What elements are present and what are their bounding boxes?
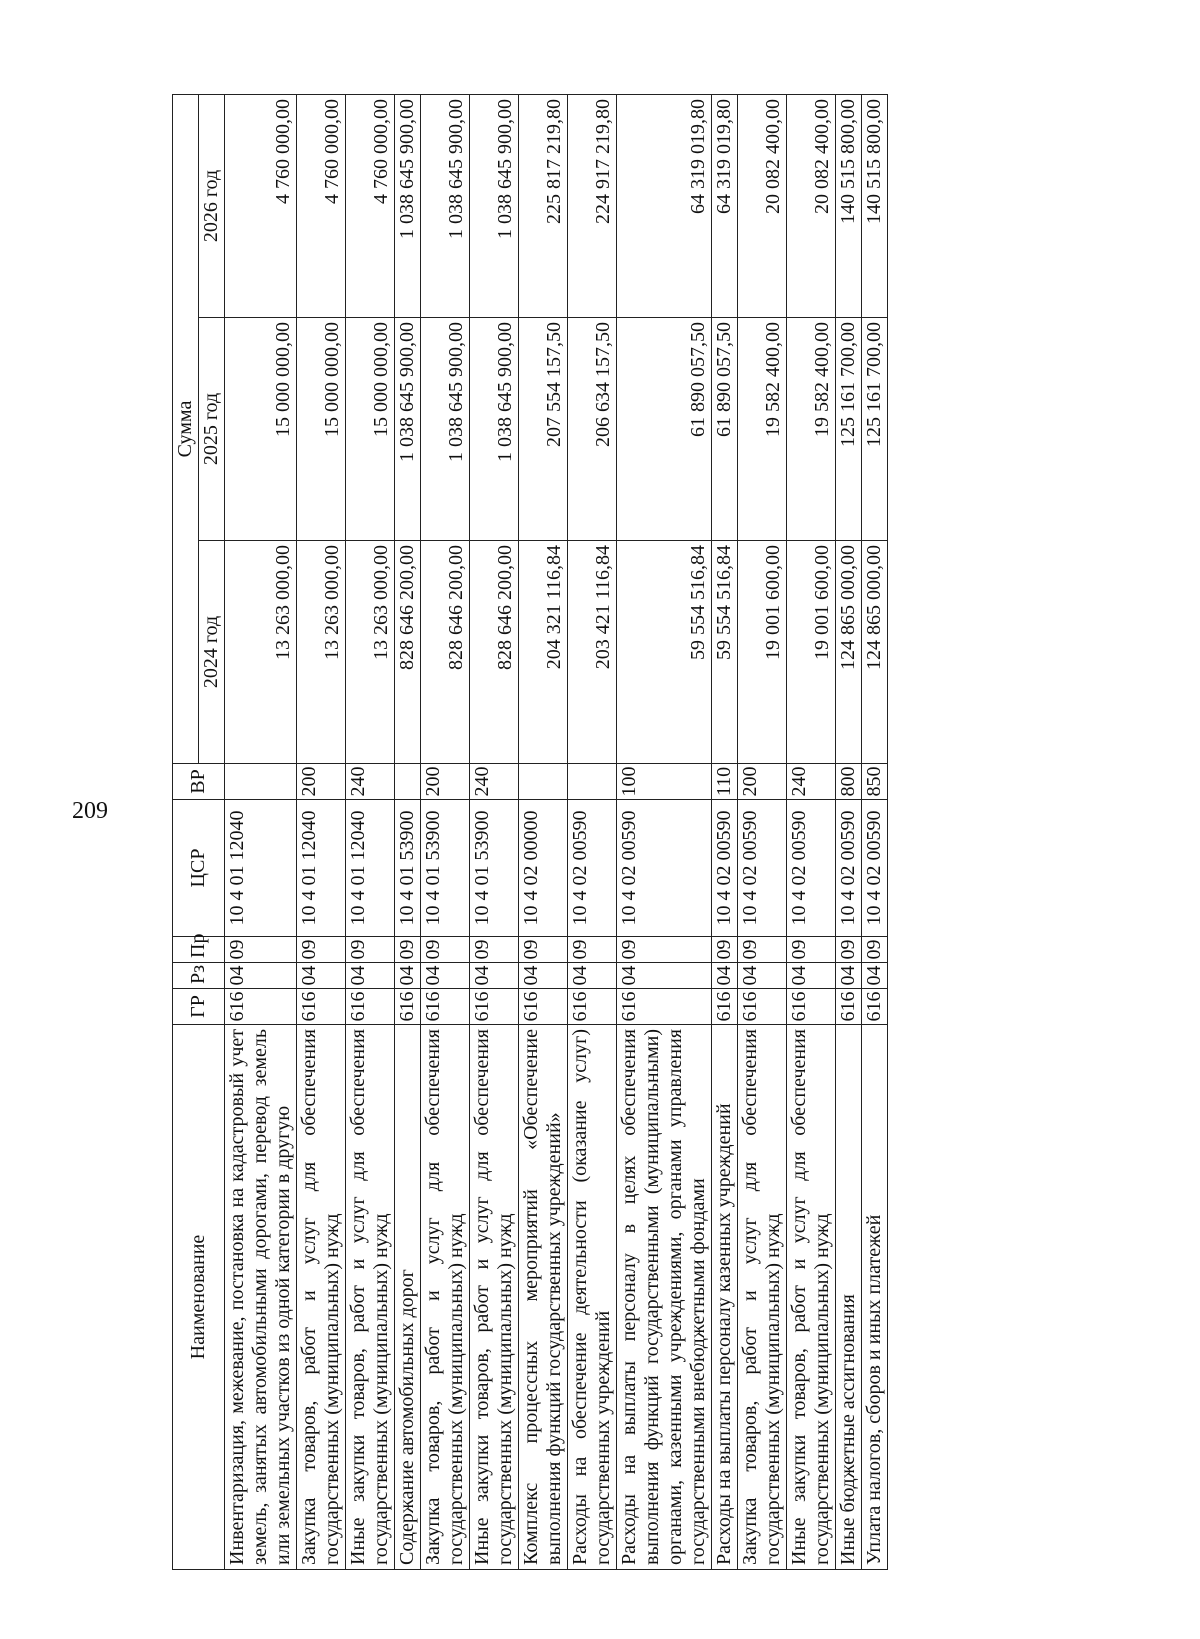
header-rz: Рз xyxy=(173,963,225,989)
budget-table xyxy=(172,94,888,1570)
cell-gr: 616 xyxy=(395,989,421,1025)
rotated-table-wrapper xyxy=(172,94,984,1570)
cell-sum-2025: 61 890 057,50 xyxy=(712,318,738,541)
header-year-2025: 2025 год xyxy=(199,318,225,541)
cell-vr: 200 xyxy=(738,764,787,800)
cell-pr: 09 xyxy=(738,937,787,963)
cell-gr: 616 xyxy=(787,989,836,1025)
cell-vr: 240 xyxy=(346,764,395,800)
cell-sum-2026: 20 082 400,00 xyxy=(787,94,836,317)
header-year-2026: 2026 год xyxy=(199,94,225,317)
cell-rz: 04 xyxy=(836,963,862,989)
cell-csr: 10 4 02 00590 xyxy=(568,800,617,937)
cell-sum-2025: 1 038 645 900,00 xyxy=(421,318,470,541)
cell-pr: 09 xyxy=(519,937,568,963)
cell-sum-2025: 125 161 700,00 xyxy=(862,318,888,541)
cell-rz: 04 xyxy=(568,963,617,989)
cell-pr: 09 xyxy=(862,937,888,963)
cell-name: Закупка товаров, работ и услуг для обеспечения государственных (муниципальных) нужд xyxy=(421,1025,470,1570)
cell-sum-2024: 13 263 000,00 xyxy=(297,541,346,764)
cell-vr xyxy=(225,764,297,800)
header-gr: ГР xyxy=(173,989,225,1025)
table-row xyxy=(836,94,862,1569)
cell-csr: 10 4 01 53900 xyxy=(395,800,421,937)
table-row xyxy=(519,94,568,1569)
cell-sum-2025: 19 582 400,00 xyxy=(738,318,787,541)
cell-sum-2026: 1 038 645 900,00 xyxy=(470,94,519,317)
cell-vr xyxy=(519,764,568,800)
cell-sum-2024: 124 865 000,00 xyxy=(836,541,862,764)
cell-name: Иные закупки товаров, работ и услуг для обеспечения государственных (муниципальных) нужд xyxy=(787,1025,836,1570)
table-row xyxy=(225,94,297,1569)
cell-pr: 09 xyxy=(297,937,346,963)
cell-gr: 616 xyxy=(421,989,470,1025)
cell-vr: 800 xyxy=(836,764,862,800)
cell-gr: 616 xyxy=(346,989,395,1025)
cell-csr: 10 4 01 53900 xyxy=(421,800,470,937)
table-row xyxy=(712,94,738,1569)
cell-sum-2024: 124 865 000,00 xyxy=(862,541,888,764)
table-header xyxy=(173,94,225,1569)
cell-csr: 10 4 02 00590 xyxy=(712,800,738,937)
cell-pr: 09 xyxy=(617,937,712,963)
cell-gr: 616 xyxy=(712,989,738,1025)
cell-name: Закупка товаров, работ и услуг для обеспечения государственных (муниципальных) нужд xyxy=(738,1025,787,1570)
cell-rz: 04 xyxy=(787,963,836,989)
cell-rz: 04 xyxy=(738,963,787,989)
cell-sum-2025: 125 161 700,00 xyxy=(836,318,862,541)
cell-sum-2026: 64 319 019,80 xyxy=(617,94,712,317)
cell-sum-2025: 15 000 000,00 xyxy=(225,318,297,541)
cell-name: Уплата налогов, сборов и иных платежей xyxy=(862,1025,888,1570)
cell-csr: 10 4 02 00590 xyxy=(836,800,862,937)
cell-name: Расходы на обеспечение деятельности (оказание услуг) государственных учреждений xyxy=(568,1025,617,1570)
cell-sum-2025: 19 582 400,00 xyxy=(787,318,836,541)
cell-rz: 04 xyxy=(712,963,738,989)
cell-sum-2025: 15 000 000,00 xyxy=(297,318,346,541)
cell-sum-2024: 204 321 116,84 xyxy=(519,541,568,764)
header-csr: ЦСР xyxy=(173,800,225,937)
cell-sum-2024: 19 001 600,00 xyxy=(738,541,787,764)
cell-sum-2025: 15 000 000,00 xyxy=(346,318,395,541)
cell-vr: 240 xyxy=(787,764,836,800)
cell-sum-2026: 140 515 800,00 xyxy=(836,94,862,317)
cell-rz: 04 xyxy=(862,963,888,989)
cell-sum-2025: 61 890 057,50 xyxy=(617,318,712,541)
cell-rz: 04 xyxy=(519,963,568,989)
table-row xyxy=(617,94,712,1569)
cell-pr: 09 xyxy=(470,937,519,963)
cell-csr: 10 4 02 00590 xyxy=(787,800,836,937)
cell-vr: 200 xyxy=(297,764,346,800)
cell-sum-2024: 19 001 600,00 xyxy=(787,541,836,764)
table-row xyxy=(738,94,787,1569)
cell-name: Расходы на выплаты персоналу казенных учреждений xyxy=(712,1025,738,1570)
cell-pr: 09 xyxy=(225,937,297,963)
header-vr: ВР xyxy=(173,764,225,800)
cell-csr: 10 4 01 12040 xyxy=(225,800,297,937)
cell-sum-2026: 4 760 000,00 xyxy=(297,94,346,317)
header-name: Наименование xyxy=(173,1025,225,1570)
cell-vr xyxy=(395,764,421,800)
header-year-2024: 2024 год xyxy=(199,541,225,764)
cell-pr: 09 xyxy=(395,937,421,963)
cell-name: Иные закупки товаров, работ и услуг для обеспечения государственных (муниципальных) нужд xyxy=(346,1025,395,1570)
table-row xyxy=(346,94,395,1569)
cell-sum-2024: 828 646 200,00 xyxy=(470,541,519,764)
cell-pr: 09 xyxy=(787,937,836,963)
cell-sum-2026: 64 319 019,80 xyxy=(712,94,738,317)
cell-rz: 04 xyxy=(421,963,470,989)
cell-sum-2026: 140 515 800,00 xyxy=(862,94,888,317)
cell-vr xyxy=(568,764,617,800)
cell-gr: 616 xyxy=(862,989,888,1025)
table-row xyxy=(568,94,617,1569)
cell-name: Содержание автомобильных дорог xyxy=(395,1025,421,1570)
cell-pr: 09 xyxy=(836,937,862,963)
cell-name: Инвентаризация, межевание, постановка на кадастровый учет земель, занятых автомобильными дорогами, перевод земель или земельных участков из одной категории в другую xyxy=(225,1025,297,1570)
cell-sum-2026: 4 760 000,00 xyxy=(225,94,297,317)
cell-sum-2024: 203 421 116,84 xyxy=(568,541,617,764)
cell-sum-2026: 224 917 219,80 xyxy=(568,94,617,317)
cell-pr: 09 xyxy=(568,937,617,963)
page-number: 209 xyxy=(72,798,108,824)
cell-sum-2024: 13 263 000,00 xyxy=(346,541,395,764)
header-sum: Сумма xyxy=(173,94,199,763)
header-pr: Пр xyxy=(173,937,225,963)
cell-name: Иные бюджетные ассигнования xyxy=(836,1025,862,1570)
cell-sum-2024: 59 554 516,84 xyxy=(617,541,712,764)
cell-vr: 240 xyxy=(470,764,519,800)
cell-sum-2024: 828 646 200,00 xyxy=(421,541,470,764)
cell-pr: 09 xyxy=(712,937,738,963)
table-row xyxy=(470,94,519,1569)
cell-gr: 616 xyxy=(519,989,568,1025)
cell-gr: 616 xyxy=(470,989,519,1025)
cell-sum-2025: 1 038 645 900,00 xyxy=(470,318,519,541)
cell-name: Расходы на выплаты персоналу в целях обеспечения выполнения функций государственными (муниципальными) органами, казенными учреждениями, органами управления государственными внебюджетными фондами xyxy=(617,1025,712,1570)
cell-gr: 616 xyxy=(836,989,862,1025)
cell-gr: 616 xyxy=(617,989,712,1025)
cell-sum-2026: 1 038 645 900,00 xyxy=(395,94,421,317)
cell-sum-2024: 13 263 000,00 xyxy=(225,541,297,764)
cell-sum-2026: 20 082 400,00 xyxy=(738,94,787,317)
cell-csr: 10 4 02 00000 xyxy=(519,800,568,937)
table-row xyxy=(421,94,470,1569)
cell-sum-2025: 207 554 157,50 xyxy=(519,318,568,541)
cell-sum-2026: 1 038 645 900,00 xyxy=(421,94,470,317)
cell-pr: 09 xyxy=(421,937,470,963)
cell-vr: 100 xyxy=(617,764,712,800)
cell-sum-2025: 1 038 645 900,00 xyxy=(395,318,421,541)
cell-name: Иные закупки товаров, работ и услуг для обеспечения государственных (муниципальных) нужд xyxy=(470,1025,519,1570)
cell-rz: 04 xyxy=(470,963,519,989)
table-row xyxy=(787,94,836,1569)
cell-csr: 10 4 02 00590 xyxy=(617,800,712,937)
table-body xyxy=(225,94,888,1569)
cell-vr: 200 xyxy=(421,764,470,800)
cell-sum-2024: 828 646 200,00 xyxy=(395,541,421,764)
cell-rz: 04 xyxy=(225,963,297,989)
cell-sum-2025: 206 634 157,50 xyxy=(568,318,617,541)
cell-pr: 09 xyxy=(346,937,395,963)
cell-csr: 10 4 02 00590 xyxy=(738,800,787,937)
cell-csr: 10 4 01 12040 xyxy=(297,800,346,937)
cell-name: Закупка товаров, работ и услуг для обеспечения государственных (муниципальных) нужд xyxy=(297,1025,346,1570)
cell-csr: 10 4 01 53900 xyxy=(470,800,519,937)
cell-vr: 850 xyxy=(862,764,888,800)
cell-gr: 616 xyxy=(297,989,346,1025)
table-row xyxy=(395,94,421,1569)
table-row xyxy=(862,94,888,1569)
cell-sum-2026: 225 817 219,80 xyxy=(519,94,568,317)
cell-sum-2026: 4 760 000,00 xyxy=(346,94,395,317)
cell-gr: 616 xyxy=(225,989,297,1025)
cell-sum-2024: 59 554 516,84 xyxy=(712,541,738,764)
cell-rz: 04 xyxy=(617,963,712,989)
cell-rz: 04 xyxy=(395,963,421,989)
cell-gr: 616 xyxy=(738,989,787,1025)
cell-rz: 04 xyxy=(346,963,395,989)
cell-vr: 110 xyxy=(712,764,738,800)
table-row xyxy=(297,94,346,1569)
cell-csr: 10 4 01 12040 xyxy=(346,800,395,937)
cell-gr: 616 xyxy=(568,989,617,1025)
cell-csr: 10 4 02 00590 xyxy=(862,800,888,937)
cell-rz: 04 xyxy=(297,963,346,989)
cell-name: Комплекс процессных мероприятий «Обеспечение выполнения функций государственных учреждений» xyxy=(519,1025,568,1570)
